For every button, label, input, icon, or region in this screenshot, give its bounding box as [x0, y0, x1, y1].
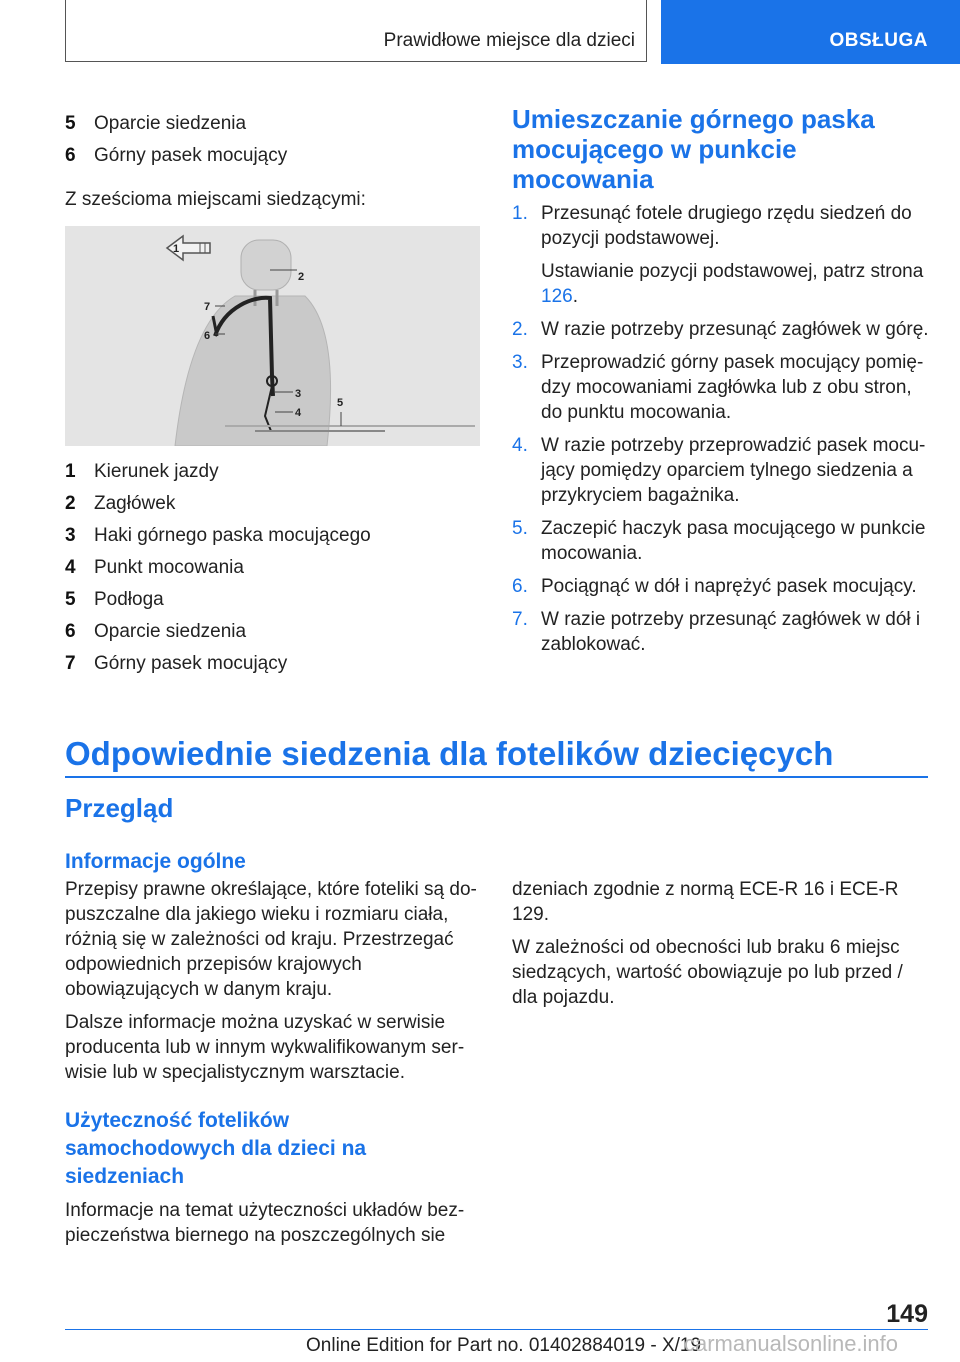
subsection-heading: Użyteczność fotelików samochodowych dla dzieci na siedzeniach — [65, 1109, 367, 1188]
list-item: 5 Oparcie siedzenia — [65, 113, 247, 134]
callout-7: 7 — [204, 301, 211, 313]
right-column-text: dzeniach zgodnie z normą ECE-R 16 i ECE-R 129. W zależności od obecności lub braku 6 miejsc siedzących, wartość obowiązuje po lub przed / dla pojazdu. — [512, 879, 903, 1008]
intro-text: Z sześcioma miejscami siedzącymi: — [65, 189, 366, 210]
step-item: 5. Zaczepić haczyk pasa mocującego w punkcie mocowania. — [512, 518, 926, 564]
seat-diagram — [65, 226, 480, 446]
step-item: 4. W razie potrzeby przeprowadzić pasek mocujący pomiędzy oparciem tylnego siedzenia a przykryciem bagażnika. — [512, 435, 926, 506]
legend-item: 3 Haki górnego paska mocującego — [65, 525, 371, 546]
list-item: 6 Górny pasek mocujący — [65, 145, 288, 166]
section-heading: Przegląd — [65, 793, 174, 823]
instruction-steps — [512, 201, 932, 665]
callout-4: 4 — [295, 407, 302, 419]
callout-2: 2 — [298, 271, 305, 283]
legend-item: 1 Kierunek jazdy — [65, 461, 219, 482]
figure-legend — [65, 456, 480, 680]
step-item: 3. Przeprowadzić górny pasek mocujący pomiędzy mocowaniami zagłówka lub z obu stron, do punktu mocowania. — [512, 352, 924, 423]
step-item: 6. Pociągnąć w dół i naprężyć pasek mocujący. — [512, 576, 917, 597]
section-title: Prawidłowe miejsce dla dzieci — [383, 30, 635, 51]
legend-item: 6 Oparcie siedzenia — [65, 621, 247, 642]
usability-text: Informacje na temat użyteczności układów bezpieczeństwa biernego na poszczególnych sie — [65, 1200, 465, 1246]
legend-item: 2 Zagłówek — [65, 493, 176, 514]
footer-rule — [65, 1329, 928, 1330]
heading-rule — [65, 776, 928, 778]
callout-5: 5 — [337, 397, 344, 409]
callout-1: 1 — [173, 243, 180, 255]
edition-text: Online Edition for Part no. 01402884019 - X/19 — [306, 1335, 702, 1356]
page-number: 149 — [886, 1300, 928, 1328]
callout-3: 3 — [295, 388, 302, 400]
seat-illustration — [65, 226, 480, 446]
right-heading: Umieszczanie górnego paska mocującego w punkcie mocowania — [512, 104, 875, 194]
legend-item: 7 Górny pasek mocujący — [65, 653, 288, 674]
callout-6: 6 — [204, 330, 211, 342]
legend-item: 4 Punkt mocowania — [65, 557, 244, 578]
top-legend-list — [65, 108, 480, 172]
step-item: 2. W razie potrzeby przesunąć zagłówek w górę. — [512, 319, 929, 340]
watermark: carmanualsonline.info — [684, 1331, 899, 1356]
general-info-text: Przepisy prawne określające, które foteliki są dopuszczalne dla jakiego wieku i rozmiaru ciała, różnią się w zależności od kraju. Przestrzegać odpowiednich przepisów krajowych obowiązujących w danym kraju. Dalsze informacje można uzyskać w serwisie producenta lub w innym wykwalifikowanym serwisie lub w specjalistycznym warsztacie. — [65, 879, 477, 1083]
chapter-tab-label: OBSŁUGA — [829, 30, 928, 51]
page-link[interactable]: 126 — [541, 286, 573, 307]
page-main-heading: Odpowiednie siedzenia dla fotelików dziecięcych — [65, 735, 834, 772]
step-item: 7. W razie potrzeby przesunąć zagłówek w dół i zablokować. — [512, 609, 921, 655]
step-item: 1. Przesunąć fotele drugiego rzędu siedzeń do pozycji podstawowej. Ustawianie pozycji podstawowej, patrz strona 126. — [512, 203, 924, 307]
subsection-heading: Informacje ogólne — [65, 850, 246, 873]
legend-item: 5 Podłoga — [65, 589, 164, 610]
